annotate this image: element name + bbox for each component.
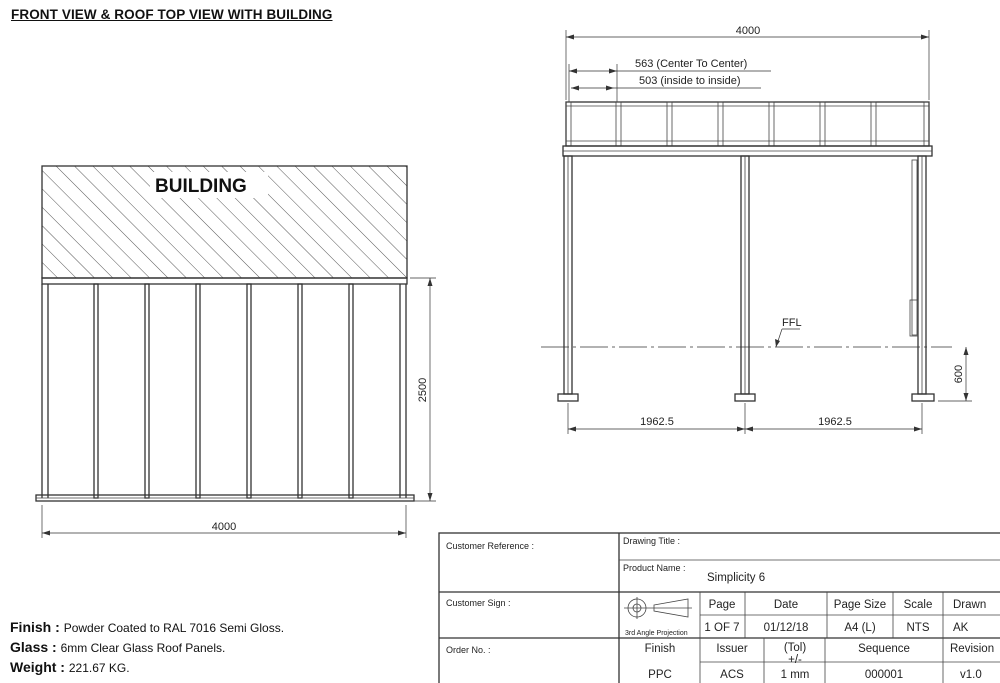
customer-reference-label: Customer Reference : xyxy=(446,541,535,551)
drawn-value: AK xyxy=(953,622,969,634)
inside-to-inside-dim: 503 (inside to inside) xyxy=(639,75,741,87)
side-posts xyxy=(564,156,926,394)
scale-value: NTS xyxy=(906,622,930,634)
drawing-title-label: Drawing Title : xyxy=(623,536,681,546)
revision-label: Revision xyxy=(950,643,995,655)
span-right-dim: 1962.5 xyxy=(818,416,852,428)
note-finish: Finish : Powder Coated to RAL 7016 Semi Gloss. xyxy=(10,619,285,635)
side-view xyxy=(541,25,972,434)
issuer-label: Issuer xyxy=(716,643,748,655)
front-width-dim: 4000 xyxy=(211,521,237,533)
front-header-beam xyxy=(42,278,407,284)
date-value: 01/12/18 xyxy=(763,622,809,634)
revision-value: v1.0 xyxy=(960,669,982,681)
product-name-value: Simplicity 6 xyxy=(707,572,766,584)
page-size-value: A4 (L) xyxy=(844,622,876,634)
sequence-value: 000001 xyxy=(864,669,904,681)
roof-panel-strip xyxy=(566,102,929,146)
span-left-dim: 1962.5 xyxy=(640,416,674,428)
order-no-label: Order No. : xyxy=(446,645,491,655)
tol-pm: +/- xyxy=(788,654,802,666)
third-angle-projection-icon xyxy=(624,597,692,619)
roof-rafters xyxy=(566,102,929,146)
projection-label: 3rd Angle Projection xyxy=(625,630,688,637)
drawn-label: Drawn xyxy=(953,599,987,611)
title-block xyxy=(439,533,1000,683)
spec-notes xyxy=(10,618,284,678)
front-mullions xyxy=(94,284,353,498)
building-label: BUILDING xyxy=(155,176,247,197)
note-glass: Glass : 6mm Clear Glass Roof Panels. xyxy=(10,639,226,655)
customer-sign-label: Customer Sign : xyxy=(446,598,511,608)
ffl-label: FFL xyxy=(782,317,802,329)
issuer-value: ACS xyxy=(720,669,744,681)
finish-value: PPC xyxy=(648,669,672,681)
center-to-center-dim: 563 (Center To Center) xyxy=(635,58,748,70)
tol-value: 1 mm xyxy=(780,669,810,681)
level-dim: 600 xyxy=(953,364,965,384)
page-label: Page xyxy=(708,599,736,611)
post-feet xyxy=(558,394,934,401)
note-weight: Weight : 221.67 KG. xyxy=(10,659,130,675)
front-view xyxy=(36,166,436,538)
sequence-label: Sequence xyxy=(858,643,910,655)
scale-label: Scale xyxy=(903,599,933,611)
product-name-label: Product Name : xyxy=(623,563,686,573)
finish-label: Finish xyxy=(644,643,676,655)
tol-label: (Tol) xyxy=(783,642,807,654)
drawing-title: FRONT VIEW & ROOF TOP VIEW WITH BUILDING xyxy=(11,7,333,22)
side-overall-dim: 4000 xyxy=(735,25,761,37)
page-value: 1 OF 7 xyxy=(704,622,740,634)
date-label: Date xyxy=(773,599,799,611)
page-size-label: Page Size xyxy=(833,599,887,611)
front-height-dim: 2500 xyxy=(417,377,429,403)
